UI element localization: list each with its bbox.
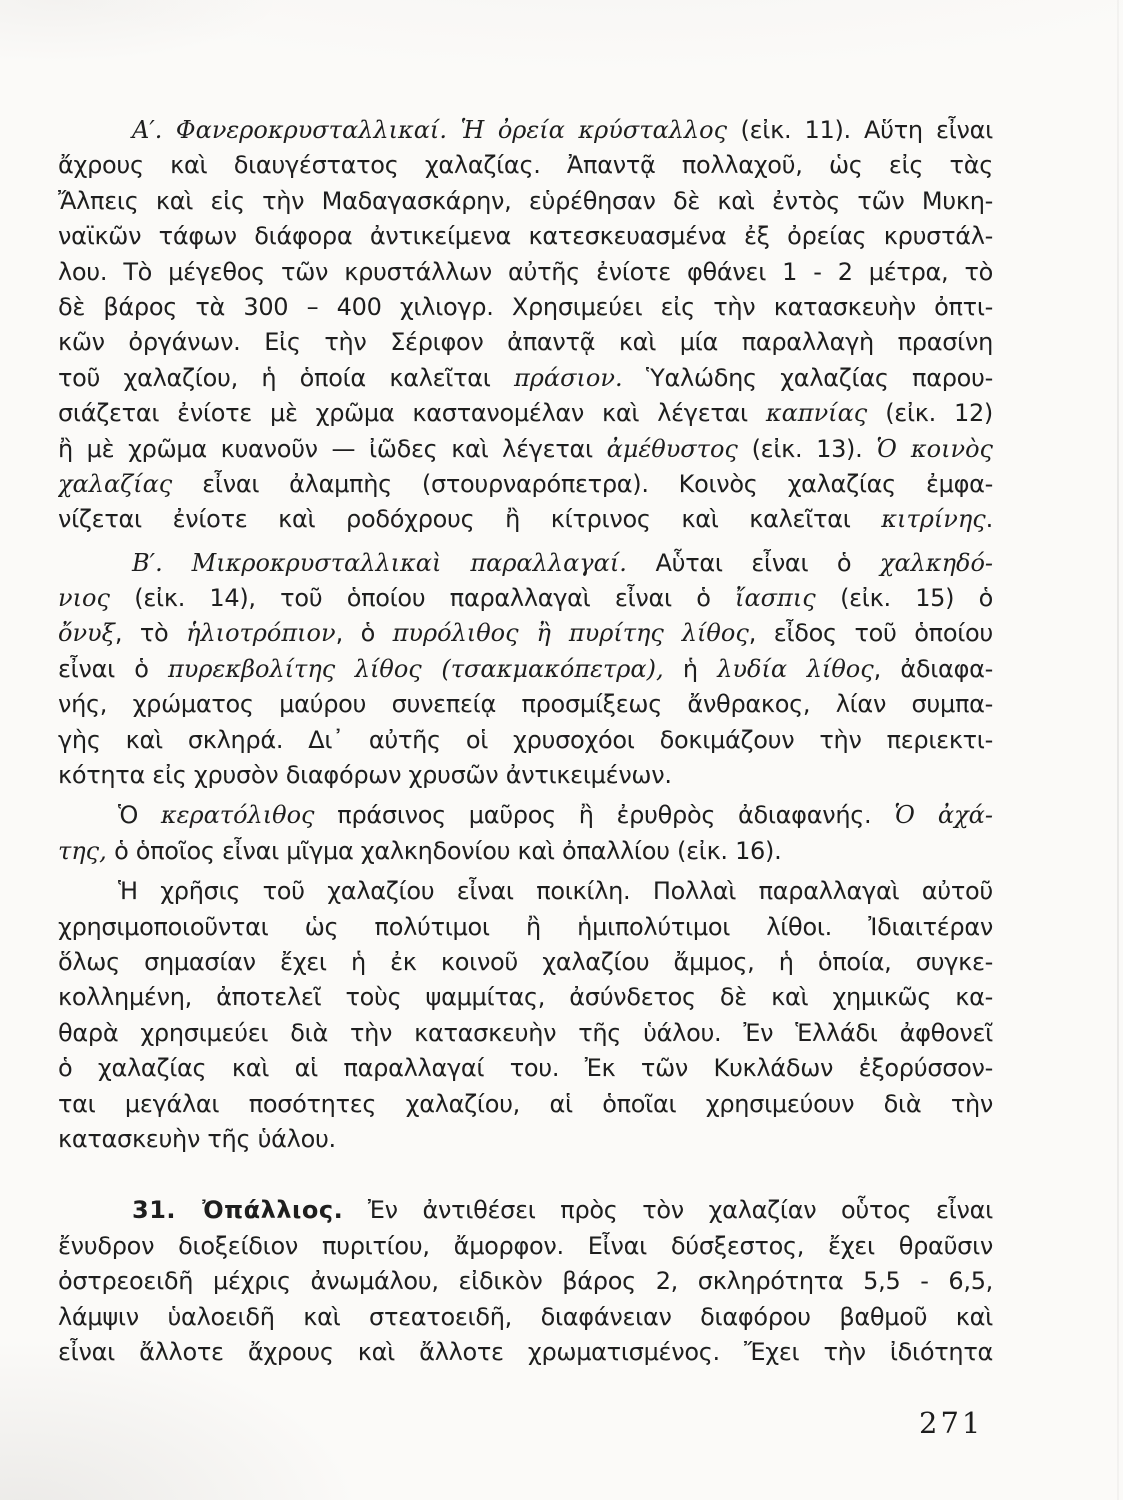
text-run: Ἡ χρῆσις τοῦ χαλαζίου εἶναι ποικίλη. Πολλαὶ παραλλαγαὶ αὐτοῦ <box>118 877 993 906</box>
text-line <box>58 1300 993 1335</box>
text-line <box>58 980 993 1015</box>
italic-run: της, <box>58 836 107 865</box>
text-run: , ὁ <box>335 619 393 648</box>
page-edge-shadow <box>1117 0 1119 1500</box>
para-b-microcrystalline <box>58 546 993 794</box>
text-run: τοῦ χαλαζίου, ἡ ὁποία καλεῖται <box>58 363 515 392</box>
text-run: ναϊκῶν τάφων διάφορα ἀντικείμενα κατεσκευασμένα ἐξ ὀρείας κρυστάλ- <box>58 222 993 251</box>
text-run: λάμψιν ὑαλοειδῆ καὶ στεατοειδῆ, διαφάνειαν διαφόρου βαθμοῦ καὶ <box>58 1302 993 1331</box>
text-run: κολλημένη, ἀποτελεῖ τοὺς ψαμμίτας, ἀσύνδετος δὲ καὶ χημικῶς κα- <box>58 983 993 1012</box>
text-run: νής, χρώματος μαύρου συνεπείᾳ προσμίξεως ἄνθρακος, λίαν συμπα- <box>58 690 993 719</box>
italic-run: κιτρίνης <box>881 505 986 534</box>
text-line <box>58 945 993 980</box>
italic-run: ἡλιοτρόπιον <box>186 619 336 648</box>
text-run: ἄχρους καὶ διαυγέστατος χαλαζίας. Ἀπαντᾷ πολλαχοῦ, ὡς εἰς τὰς <box>58 151 993 180</box>
text-line <box>58 581 993 616</box>
text-line <box>58 290 993 325</box>
italic-run: χαλκηδό- <box>879 548 993 577</box>
bold-run: 31. Ὀπάλλιος. <box>132 1196 344 1225</box>
text-line <box>58 1193 993 1228</box>
text-run: Αὗται εἶναι ὁ <box>626 548 880 577</box>
text-run: ται μεγάλαι ποσότητες χαλαζίου, αἱ ὁποῖαι χρησιμεύουν διὰ τὴν <box>58 1089 993 1118</box>
text-line <box>58 148 993 183</box>
italic-run: Ὁ κοινὸς <box>876 434 993 463</box>
para-c-keratolithos <box>58 798 993 869</box>
text-run: ἔνυδρον διοξείδιον πυριτίου, ἄμορφον. Εἶναι δύσξεστος, ἔχει θραῦσιν <box>58 1231 993 1260</box>
text-line <box>58 652 993 687</box>
text-block <box>58 113 993 1370</box>
text-line <box>58 910 993 945</box>
text-run: (εἰκ. 14), τοῦ ὁποίου παραλλαγαὶ εἶναι ὁ <box>109 584 736 613</box>
italic-run: ἀμέθυστος <box>606 434 738 463</box>
text-line <box>58 798 993 833</box>
text-run: Ἐν ἀντιθέσει πρὸς τὸν χαλαζίαν οὗτος εἶναι <box>343 1196 993 1225</box>
text-run: ὁ χαλαζίας καὶ αἱ παραλλαγαί του. Ἐκ τῶν Κυκλάδων ἐξορύσσον- <box>58 1054 993 1083</box>
text-line <box>58 1051 993 1086</box>
text-run: εἶναι ἄλλοτε ἄχρους καὶ ἄλλοτε χρωματισμένος. Ἔχει τὴν ἰδιότητα <box>58 1337 993 1366</box>
text-run: εἶναι ὁ <box>58 654 169 683</box>
text-run: ἡ <box>663 654 718 683</box>
para-a-phanerocrystalline <box>58 113 993 538</box>
text-line <box>58 687 993 722</box>
text-line <box>58 325 993 360</box>
text-line <box>58 546 993 581</box>
text-run: Ὑαλώδης χαλαζίας παρου- <box>622 363 993 392</box>
italic-run: πράσιον. <box>514 363 623 392</box>
text-run: κότητα εἰς χρυσὸν διαφόρων χρυσῶν ἀντικειμένων. <box>58 761 672 790</box>
text-run: Ἄλπεις καὶ εἰς τὴν Μαδαγασκάρην, εὑρέθησαν δὲ καὶ ἐντὸς τῶν Μυκη- <box>58 186 993 215</box>
text-run: ὀστρεοειδῆ μέχρις ἀνωμάλου, εἰδικὸν βάρος 2, σκληρότητα 5,5 - 6,5, <box>58 1267 993 1296</box>
text-run: κῶν ὀργάνων. Εἰς τὴν Σέριφον ἀπαντᾷ καὶ μία παραλλαγὴ πρασίνη <box>58 328 993 357</box>
text-run: γὴς καὶ σκληρά. Δι᾽ αὐτῆς οἱ χρυσοχόοι δοκιμάζουν τὴν περιεκτι- <box>58 725 993 754</box>
text-line <box>58 432 993 467</box>
text-line <box>58 361 993 396</box>
text-run: νίζεται ἐνίοτε καὶ ροδόχρους ἢ κίτρινος καὶ καλεῖται <box>58 505 882 534</box>
italic-run: Α′. Φανεροκρυσταλλικαί. Ἡ ὀρεία κρύσταλλος <box>132 116 741 144</box>
italic-run: Β′. Μικροκρυσταλλικαὶ παραλλαγαί. <box>132 548 627 577</box>
text-line <box>58 1122 993 1157</box>
text-line <box>58 467 993 502</box>
text-run: χρησιμοποιοῦνται ὡς πολύτιμοι ἢ ἡμιπολύτιμοι λίθοι. Ἰδιαιτέραν <box>58 912 993 941</box>
para-d-uses-of-quartz <box>58 874 993 1157</box>
italic-run: καπνίας <box>765 399 868 428</box>
text-run: εἶναι ἀλαμπὴς (στουρναρόπετρα). Κοινὸς χαλαζίας ἐμφα- <box>172 469 993 498</box>
text-line <box>58 1335 993 1370</box>
italic-run: πυρεκβολίτης λίθος (τσακμακόπετρα), <box>168 654 664 683</box>
text-run: (εἰκ. 12) <box>867 399 993 428</box>
italic-run: κερατόλιθος <box>160 801 315 830</box>
text-line <box>58 758 993 793</box>
text-run: Ὁ <box>118 801 161 830</box>
text-line <box>58 184 993 219</box>
text-line <box>58 396 993 431</box>
italic-run: λυδία λίθος <box>717 654 874 683</box>
text-line <box>58 834 993 869</box>
text-run: . <box>985 505 993 534</box>
text-line <box>58 219 993 254</box>
italic-run: πυρόλιθος ἢ πυρίτης λίθος <box>392 619 749 648</box>
text-run: θαρὰ χρησιμεύει διὰ τὴν κατασκευὴν τῆς ὑάλου. Ἐν Ἑλλάδι ἀφθονεῖ <box>58 1018 993 1047</box>
text-run: (εἰκ. 13). <box>737 434 877 463</box>
text-run: (εἰκ. 15) ὁ <box>815 584 993 613</box>
text-line <box>58 723 993 758</box>
text-line <box>58 255 993 290</box>
text-line <box>58 1264 993 1299</box>
italic-run: νιος <box>58 584 110 613</box>
text-line <box>58 1087 993 1122</box>
italic-run: Ὁ ἀχά- <box>894 801 993 830</box>
text-line <box>58 874 993 909</box>
italic-run: ὄνυξ <box>58 619 115 648</box>
text-run: , ἀδιαφα- <box>873 654 993 683</box>
text-line <box>58 1229 993 1264</box>
text-line <box>58 113 993 148</box>
text-line <box>58 1016 993 1051</box>
text-run: , εἶδος τοῦ ὁποίου <box>748 619 993 648</box>
text-run: σιάζεται ἐνίοτε μὲ χρῶμα καστανομέλαν καὶ λέγεται <box>58 399 766 428</box>
text-run: ὁ ὁποῖος εἶναι μῖγμα χαλκηδονίου καὶ ὀπαλλίου (εἰκ. 16). <box>106 836 782 865</box>
text-line <box>58 616 993 651</box>
italic-run: χαλαζίας <box>58 469 173 498</box>
text-run: πράσινος μαῦρος ἢ ἐρυθρὸς ἀδιαφανής. <box>314 801 895 830</box>
text-run: κατασκευὴν τῆς ὑάλου. <box>58 1124 336 1153</box>
text-run: λου. Τὸ μέγεθος τῶν κρυστάλλων αὐτῆς ἐνίοτε φθάνει 1 - 2 μέτρα, τὸ <box>58 257 993 286</box>
text-run: (εἰκ. 11). Αὕτη εἶναι <box>740 116 993 144</box>
page-number: 271 <box>919 1406 984 1440</box>
text-run: ὅλως σημασίαν ἔχει ἡ ἐκ κοινοῦ χαλαζίου ἄμμος, ἡ ὁποία, συγκε- <box>58 947 993 976</box>
italic-run: ἴασπις <box>735 584 816 613</box>
text-line <box>58 502 993 537</box>
para-e-section-31-opallios <box>58 1193 993 1370</box>
text-run: , τὸ <box>114 619 187 648</box>
text-run: δὲ βάρος τὰ 300 – 400 χιλιογρ. Χρησιμεύει εἰς τὴν κατασκευὴν ὀπτι- <box>58 292 993 321</box>
text-run: ἢ μὲ χρῶμα κυανοῦν — ἰῶδες καὶ λέγεται <box>58 434 607 463</box>
